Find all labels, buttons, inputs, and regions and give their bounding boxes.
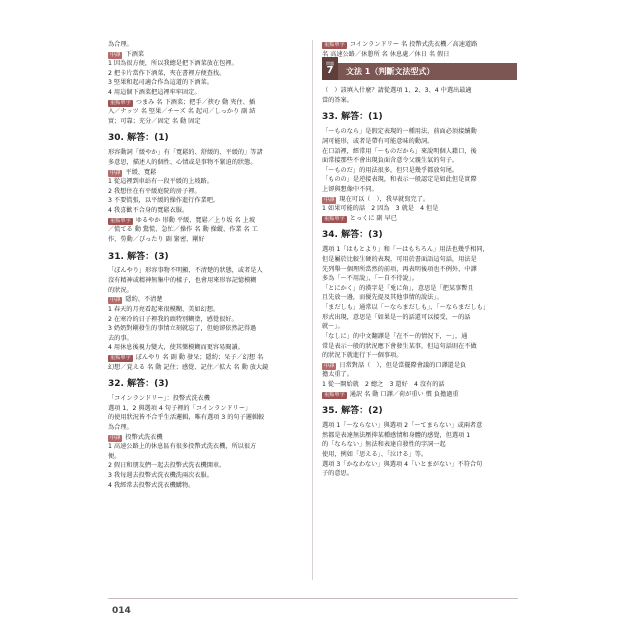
text-line: 形式出現，意思是「如果是〜的話還可以接受，〜的話: [322, 313, 471, 321]
text-line: 2 在寒冷的日子裡我的頭特別糊塗，感覺很好。: [108, 315, 238, 323]
text-line: 但是屬於比較生硬的表現，可用於書面語這句話，用法是: [322, 256, 477, 264]
text-line: 入／ナッツ 名 堅果／チーズ 名 起司／しっかり 副 結: [108, 108, 256, 116]
text-line: 3 不要慌張，以平緩的操作進行作業吧。: [108, 197, 220, 205]
text-line: 就〜」。: [322, 323, 344, 331]
page-number: 014: [112, 606, 131, 616]
text-line: 多意思，描述人的個性、心情或是事物不緊迫的狀態。: [108, 159, 257, 167]
section-tab: [322, 57, 338, 80]
label-badge: 中譯: [110, 169, 121, 176]
text-line: 作、勞動／ぴったり 副 緊密、剛好: [108, 235, 205, 243]
line-text: 現在可以（ ），我早就寫完了。: [339, 195, 430, 203]
line-text: 日常對話（ ），但是當擺際會議的口譯還是負: [339, 361, 467, 369]
text-line: 常是表示一般的狀況應下會發生某事，但這句話則在不做: [322, 342, 477, 350]
text-line: 4 用這個下酒菜把這裡牢牢固定。: [108, 89, 201, 97]
label-badge: 重點單字: [324, 215, 345, 222]
text-line: 「ぼんやり」形容事物不明顯、不清楚的狀態，或者是人: [108, 267, 263, 275]
text-line: 1 春天的月亮看起來很模糊、美如幻想。: [108, 305, 220, 313]
text-line: 且先放一邊，而優先提及其他事情的說法」。: [322, 294, 443, 302]
right-column: [322, 40, 517, 479]
answer-heading: 30. 解答：(1): [108, 133, 169, 144]
label-badge: 重點單字: [110, 354, 131, 361]
text-line: 3 堅果和起司適合作為這道的下酒菜。: [108, 79, 213, 87]
answer-heading: 35. 解答：(2): [322, 406, 383, 417]
left-column: [108, 40, 303, 490]
text-line: 1 如果可能的話 2 因為 3 就是 4 但是: [322, 205, 439, 213]
text-line: 「なしに」的中文翻譯是「在不〜的情況下，〜」，通: [322, 332, 468, 340]
text-line: 便。: [108, 452, 121, 460]
line-text: とっくに 副 早已: [349, 214, 397, 222]
text-line: 多為「〜不用說」、「〜自不待說」。: [322, 275, 418, 283]
text-line: 幻想／覚える 名 動 記住；感覺、記住／拡大 名 動 放大鏡: [108, 363, 269, 371]
section-tab-number: 7: [326, 64, 334, 76]
text-line: 1 從一開始就 2 總之 3 還好 4 沒有的話: [322, 380, 445, 388]
text-line: 「とにかく」的漢字是「兎に角」，意思是「把某事暫且: [322, 284, 474, 292]
text-line: 詞可能形，或者是帶有可能意味的動詞。: [322, 137, 434, 145]
text-line: ／慌てる 動 驚慌、急忙／操作 名 動 操縱、作業 名 工: [108, 226, 258, 234]
text-line: 「まだしも」通常以「〜ならまだしも」、「〜ならまだしも」: [322, 304, 490, 312]
text-line: 「〜ものだ」的用法很多，但只是幾乎都放句尾。: [322, 166, 459, 174]
text-line: 面常接那些不會出現負面含意令父親生氣的句子。: [322, 157, 459, 165]
text-line: 4 我經常去投幣式洗衣機購物。: [108, 481, 195, 489]
section-banner: [322, 60, 517, 80]
text-line: 沒有精神或精神無集中的樣子，也會用來形容記憶模糊: [108, 277, 257, 285]
labeled-line: [322, 214, 517, 224]
text-line: 子的意思。: [322, 470, 353, 478]
text-line: 2 我想住在有平緩庭院的房子裡。: [108, 187, 201, 195]
label-badge: 重點單字: [110, 99, 131, 106]
labeled-line: [108, 216, 303, 226]
labeled-line: [108, 98, 303, 108]
text-line: 2 假日和朋友們一起去投幣式洗衣機開車。: [108, 462, 226, 470]
section-title: 文法 1（判斷文法型式）: [346, 66, 435, 76]
text-line: 實；可靠；充分／固定 名 動 固定: [108, 117, 201, 125]
text-line: 當的答案。: [322, 96, 353, 104]
answer-heading: 31. 解答：(3): [108, 251, 169, 262]
label-badge: 中譯: [110, 434, 121, 441]
labeled-line: [322, 361, 517, 371]
text-line: 1 從這裡到車站有一段平緩的上坡路。: [108, 178, 213, 186]
line-text: つまみ 名 下酒菜；把手／挟む 動 夾住、插: [135, 98, 256, 106]
text-line: 上卻與想像中不同。: [322, 186, 378, 194]
text-line: 的使用狀況皆不合乎生活邏輯，唯有選項 3 的句子邏輯較: [108, 414, 265, 422]
labeled-line: [108, 433, 303, 443]
text-line: 1 因為很方便，所以我總是把下酒菜放在包裡。: [108, 60, 238, 68]
line-text: コインランドリー 名 投幣式洗衣機／高速道路: [349, 41, 478, 48]
text-line: 3 我每週去投幣式洗衣機洗兩次衣服。: [108, 471, 213, 479]
text-line: 名 高速公路／休憩所 名 休息處／休日 名 假日: [322, 50, 450, 58]
labeled-line: [322, 195, 517, 205]
text-line: 然都是表達無法壓抑某種感情和身體的感覺，但選項 1: [322, 431, 471, 439]
line-text: 下酒菜: [125, 50, 144, 58]
text-line: 的「ならない」無法和表達自發性的字詞一起: [322, 441, 446, 449]
text-line: 先列舉一個理所當然的前項，再表明後項也不例外，中譯: [322, 265, 477, 273]
text-line: 選項 1「〜ならない」與選項 2「〜てまらない」或兩者意: [322, 422, 483, 430]
labeled-line: [108, 50, 303, 60]
text-line: （ ）該填入什麼？請從選項 1、2、3、4 中選出最適: [322, 87, 472, 95]
label-badge: 中譯: [110, 51, 121, 58]
right-column-vocab: [322, 40, 517, 59]
text-line: 2 把卡片當作下酒菜，夾在書裡方便查找。: [108, 69, 226, 77]
text-line: 4 用休息後視力變大，使其樂模糊而更容易閱讀。: [108, 344, 244, 352]
text-line: 的狀況。: [108, 286, 133, 294]
text-line: 形容動詞「緩やか」有「寬鬆的、舒緩的、平緩的」等諸: [108, 149, 263, 157]
column-divider: [312, 40, 313, 580]
labeled-line: [108, 295, 303, 305]
text-line: 「ものの」是逆接表現，和表示一般認定是如此但是實際: [322, 176, 477, 184]
text-line: 選項 1、2 與選項 4 句子裡的「コインランドリー」: [108, 404, 252, 412]
label-badge: 中譯: [324, 362, 335, 369]
label-badge: 中譯: [324, 196, 335, 203]
labeled-line: [322, 390, 517, 400]
section-tab-label: 問題: [326, 60, 334, 66]
labeled-line: [108, 353, 303, 363]
text-line: 選項 1「はもとより」和「〜はもちろん」用法也幾乎相同，: [322, 246, 489, 254]
labeled-line: [108, 168, 303, 178]
label-badge: 重點單字: [324, 42, 345, 48]
label-badge: 中譯: [110, 297, 121, 304]
line-text: ぼんやり 名 副 動 發呆；隱約；呆子／幻想 名: [135, 353, 264, 361]
line-text: 通訳 名 動 口譯／荷が重い 慣 負擔過重: [349, 390, 459, 398]
text-line: 為合理。: [108, 41, 133, 48]
text-line: 4 我喜歡不合身的寬鬆衣服。: [108, 207, 189, 215]
line-text: 隱約、不清楚: [125, 296, 163, 304]
line-text: 投幣式洗衣機: [125, 433, 163, 441]
label-badge: 重點單字: [324, 391, 345, 398]
line-text: 平緩、寬鬆: [125, 168, 157, 176]
text-line: 選項 3「かなわない」與選項 4「いとまがない」不符合句: [322, 460, 483, 468]
text-line: 3 奶奶對剛發生的事情立刻就忘了，但她卻依然記得過: [108, 325, 257, 333]
textbook-page: [108, 40, 518, 630]
text-line: 「〜ものなら」是假定表現的一種用法，前面必須接續動: [322, 128, 477, 136]
text-line: 在口語裡，經常用「〜ものだから」來說明個人藉口，後: [322, 147, 477, 155]
answer-heading: 34. 解答：(3): [322, 230, 383, 241]
label-badge: 重點單字: [110, 217, 131, 224]
page-footer-rule: [108, 598, 518, 599]
text-line: 為合理。: [108, 423, 133, 431]
labeled-line: [322, 40, 517, 50]
text-line: 擔太重了。: [322, 371, 353, 379]
text-line: 的狀況下就進行下一個事項。: [322, 352, 403, 360]
text-line: 1 高速公路上的休息區有很多投幣式洗衣機，所以很方: [108, 443, 257, 451]
text-line: 「コインランドリー」：投幣式洗衣機: [108, 395, 210, 403]
right-column-body: [322, 86, 517, 479]
answer-heading: 33. 解答：(1): [322, 112, 383, 123]
line-text: ゆるやか 形動 平緩、寬鬆／上り坂 名 上坡: [135, 216, 256, 224]
text-line: 使用，例如「思える」、「泣ける」等。: [322, 450, 428, 458]
text-line: 去的事。: [108, 334, 133, 342]
answer-heading: 32. 解答：(3): [108, 379, 169, 390]
